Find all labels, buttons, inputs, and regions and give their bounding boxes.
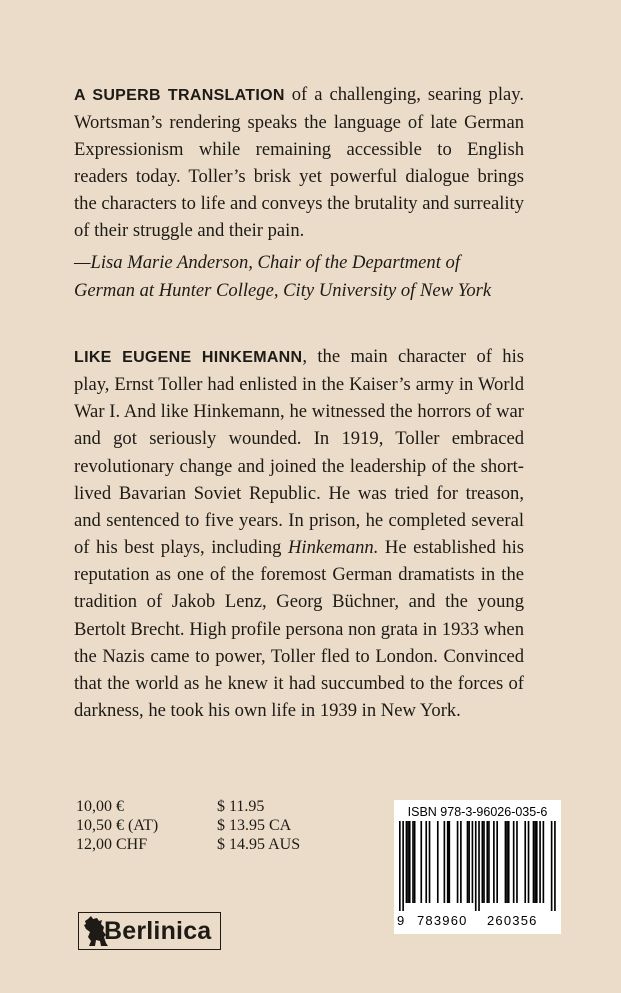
barcode-bar <box>496 821 498 903</box>
barcode-bar <box>460 821 462 903</box>
publisher-logo <box>78 912 221 950</box>
price-usd: $ 13.95 CA <box>217 817 292 834</box>
barcode-bar <box>412 821 414 903</box>
barcode-bar <box>406 821 408 903</box>
barcode-bar <box>414 821 416 903</box>
barcode-bar <box>508 821 510 903</box>
barcode-bar <box>402 821 404 911</box>
price-usd: $ 11.95 <box>217 798 265 815</box>
barcode-digits-right: 260356 <box>487 913 538 928</box>
price-eur: 12,00 CHF <box>76 836 148 853</box>
barcode-bar <box>536 821 538 903</box>
barcode-bar <box>483 821 485 903</box>
barcode-bar <box>444 821 446 903</box>
play-title: Hinkemann. <box>288 537 379 559</box>
review-blurb <box>74 81 524 245</box>
barcode-bar <box>543 821 545 903</box>
barcode-bar <box>493 821 495 903</box>
bio-text: He established his reputation as one of the foremost German dramatists in the tradition of Jakob Lenz, Georg Büchner, and the young Bertolt Brecht. High profile persona non grata in 1933 when the Nazis came to power, Toller fled to London. Convinced that the world as he knew it had succumbed to the forces of darkness, he took his own life in 1939 in New York. <box>74 537 525 722</box>
price-row <box>76 816 300 835</box>
barcode-bar <box>506 821 508 903</box>
barcode-bar <box>528 821 530 903</box>
barcode-bar <box>551 821 553 911</box>
barcode-bar <box>420 821 422 903</box>
blurb-attribution <box>74 249 524 304</box>
barcode-bar <box>488 821 490 903</box>
barcode-bar <box>534 821 536 903</box>
publisher-name: Berlinica <box>104 916 212 945</box>
barcode-bar <box>447 821 449 903</box>
barcode-bar <box>472 821 474 903</box>
barcode-bar <box>399 821 401 911</box>
price-row <box>76 797 300 816</box>
attribution-line: —Lisa Marie Anderson, Chair of the Department of <box>74 252 460 273</box>
blurb-lead: A SUPERB TRANSLATION <box>74 87 285 104</box>
barcode-bar <box>533 821 535 903</box>
barcode-bar <box>468 821 470 903</box>
barcode-digits-left: 783960 <box>417 913 468 928</box>
barcode-bar <box>429 821 431 903</box>
barcode-bar <box>437 821 439 903</box>
barcode-bar <box>513 821 515 903</box>
barcode-bar <box>457 821 459 903</box>
blurb-text: of a challenging, searing play. Wortsman’s rendering speaks the language of late German Expressionism while remaining accessible to English readers today. Toller’s brisk yet powerful dialogue brings the characters to life and conveys the brutality and surreality of their struggle and their pain. <box>74 84 525 242</box>
barcode-bar <box>467 821 469 903</box>
isbn-label: ISBN 978-3-96026-035-6 <box>407 805 548 819</box>
price-row <box>76 835 300 854</box>
barcode-bar <box>486 821 488 903</box>
price-usd: $ 14.95 AUS <box>217 836 301 853</box>
price-eur: 10,00 € <box>76 798 124 815</box>
barcode-bar <box>407 821 409 903</box>
barcode-bar <box>449 821 451 903</box>
barcode-bar <box>475 821 477 911</box>
bio-text: , the main character of his play, Ernst Toller had enlisted in the Kaiser’s army in World War I. And like Hinkemann, he witnessed the horrors of war and got seriously wounded. In 1919, Toller embraced revolutionary change and joined the leadership of the short-lived Bavarian Soviet Republic. He was tried for treason, and sentenced to five years. In prison, he completed several of his best plays, including <box>74 346 524 559</box>
bio-lead: LIKE EUGENE HINKEMANN <box>74 349 303 366</box>
barcode-bar <box>524 821 526 903</box>
price-eur: 10,50 € (AT) <box>76 817 159 834</box>
barcode-digit-first: 9 <box>397 913 405 928</box>
barcode-bar <box>409 821 411 903</box>
barcode-bar <box>482 821 484 903</box>
isbn-barcode <box>394 800 561 934</box>
barcode-bar <box>516 821 518 903</box>
barcode-bar <box>478 821 480 911</box>
attribution-line: German at Hunter College, City University of New York <box>74 279 492 301</box>
price-list <box>76 797 300 854</box>
barcode-bar <box>554 821 556 911</box>
barcode-bars <box>394 821 561 913</box>
barcode-bar <box>539 821 541 903</box>
barcode-bar <box>505 821 507 903</box>
author-bio <box>74 343 524 724</box>
barcode-bar <box>425 821 427 903</box>
